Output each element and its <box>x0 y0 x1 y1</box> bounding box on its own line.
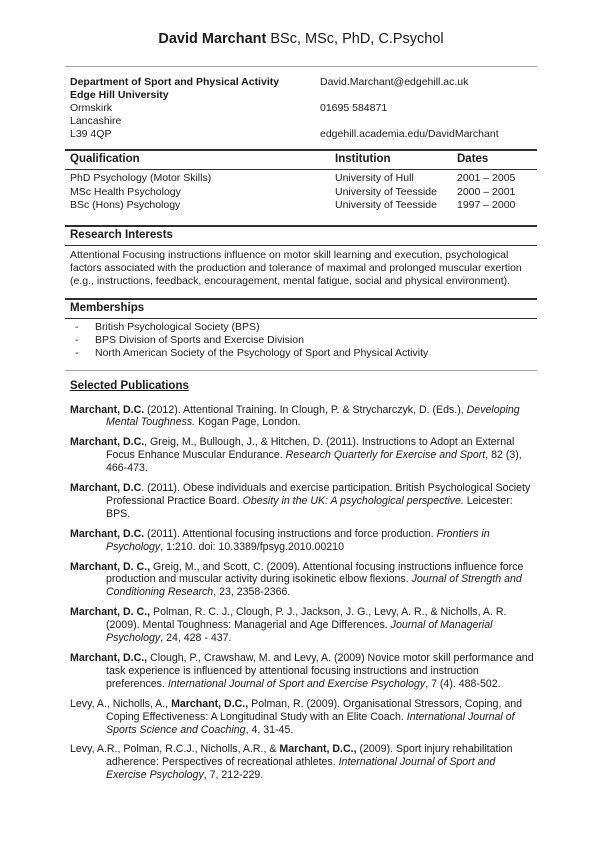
author-highlight: Marchant, D.C <box>70 482 142 495</box>
author-highlight: Marchant, D.C., <box>279 743 357 756</box>
publication-entry <box>70 528 537 554</box>
citation-text: , 7, 212-229. <box>203 769 264 782</box>
citation-text: , 1:210. doi: 10.3389/fpsyg.2010.00210 <box>160 540 344 553</box>
publications-section <box>65 379 537 783</box>
qualification-cell: MSc Health Psychology <box>70 185 181 198</box>
bullet-dash: - <box>75 333 79 346</box>
author-highlight: Marchant, D.C. <box>70 436 145 449</box>
title-divider <box>65 66 537 67</box>
publications-list <box>65 404 537 783</box>
person-credentials: BSc, MSc, PhD, C.Psychol <box>266 31 444 47</box>
institution-column-header: Institution <box>335 153 391 165</box>
journal-title: International Journal of Sport and Exercise Psychology <box>106 756 496 782</box>
address-line: L39 4QP <box>70 128 112 140</box>
author-highlight: Marchant, D.C., <box>171 697 249 710</box>
membership-item <box>65 334 537 347</box>
citation-text: , 24, 428 - 437. <box>160 632 232 645</box>
citation-text: Levy, A.R., Polman, R.C.J., Nicholls, A.R., & <box>70 743 280 756</box>
citation-text: Polman, R. C. J., Clough, P. J., Jackson, J. G., Levy, A. R., & Nicholls, A. R. (2009). Mental Toughness: Managerial and Age Differences. <box>106 606 507 632</box>
research-interests-text: Attentional Focusing instructions influence on motor skill learning and execution, psychological factors associated with the production and tolerance of maximal and prolonged muscular exertion (e.g., instructions, feedback, encouragement, mental fatigue, social and physical environment). <box>70 248 522 287</box>
publication-entry <box>70 482 537 521</box>
journal-title: Journal of Managerial Psychology <box>106 619 493 645</box>
journal-title: International Journal of Sport and Exercise Psychology <box>167 677 426 690</box>
publication-entry <box>70 404 537 430</box>
person-name: David Marchant <box>158 31 267 47</box>
publication-entry <box>70 561 537 600</box>
research-interests-section <box>65 225 537 290</box>
citation-text: Leicester: BPS. <box>106 494 513 520</box>
address-line: Edge Hill University <box>70 89 169 101</box>
institution-cell: University of Teesside <box>335 199 437 211</box>
author-highlight: Marchant, D. C., <box>70 560 151 573</box>
citation-text: Polman, R. (2009). Organisational Stressors, Coping, and Coping Effectiveness: A Longitudinal Study with an Elite Coach. <box>106 697 523 723</box>
dates-cell: 1997 – 2000 <box>457 199 516 211</box>
citation-text: (2012). Attentional Training. In Clough, P. & Strycharczyk, D. (Eds.), <box>144 403 467 416</box>
citation-text: (2011). Attentional focusing instructions and force production. <box>144 527 437 540</box>
contact-spacer <box>320 115 537 128</box>
publications-divider <box>65 370 537 371</box>
membership-item <box>65 321 537 334</box>
contact-website: edgehill.academia.edu/DavidMarchant <box>320 128 499 140</box>
journal-title: Journal of Strength and Conditioning Research <box>106 573 522 599</box>
author-highlight: Marchant, D.C. <box>70 403 145 416</box>
journal-title: Obesity in the UK: A psychological perspective. <box>242 494 464 507</box>
citation-text: Kogan Page, London. <box>195 416 301 429</box>
dates-column-header: Dates <box>457 153 489 165</box>
qualifications-table-body <box>65 170 537 217</box>
qualification-row <box>70 199 537 213</box>
page-title <box>65 30 537 48</box>
citation-text: Levy, A., Nicholls, A., <box>70 697 172 710</box>
membership-label: BPS Division of Sports and Exercise Division <box>95 333 304 346</box>
citation-text: , 4, 31-45. <box>245 723 294 736</box>
journal-title: Frontiers in Psychology <box>106 527 490 553</box>
address-line: Department of Sport and Physical Activity <box>70 76 280 88</box>
qualification-row <box>70 186 537 200</box>
publication-entry <box>70 436 537 475</box>
journal-title: International Journal of Sports Science and Coaching <box>106 710 515 736</box>
qualification-cell: BSc (Hons) Psychology <box>70 199 181 211</box>
bullet-dash: - <box>75 346 79 359</box>
contact-address <box>70 76 320 141</box>
author-highlight: Marchant, D.C. <box>70 527 145 540</box>
address-line: Ormskirk <box>70 102 112 114</box>
publication-entry <box>70 652 537 691</box>
journal-title: Research Quarterly for Exercise and Sport <box>285 449 486 462</box>
citation-text: Greig, M., and Scott, C. (2009). Attentional focusing instructions influence force production and muscular activity during isokinetic elbow flexions. <box>106 560 524 586</box>
qualification-column-header: Qualification <box>70 153 140 165</box>
publication-entry <box>70 698 537 737</box>
institution-cell: University of Hull <box>335 172 414 184</box>
journal-title: Developing Mental Toughness. <box>106 403 520 429</box>
bullet-dash: - <box>75 320 79 333</box>
membership-label: North American Society of the Psychology of Sport and Physical Activity <box>95 346 429 359</box>
contact-phone: 01695 584871 <box>320 102 388 114</box>
memberships-heading: Memberships <box>65 298 537 319</box>
qualifications-table-header <box>65 149 537 170</box>
qualifications-section <box>65 149 537 217</box>
author-highlight: Marchant, D. C., <box>70 606 151 619</box>
memberships-section <box>65 298 537 364</box>
citation-text: Clough, P., Crawshaw, M. and Levy, A. (2009) Novice motor skill performance and task experience is influenced by attentional focusing instructions and instruction preferences. <box>106 652 534 690</box>
contact-email: David.Marchant@edgehill.ac.uk <box>320 76 469 88</box>
citation-text: . (2011). Obese individuals and exercise participation. British Psychological Society Professional Practice Board. <box>106 482 531 507</box>
citation-text: , 7 (4). 488-502. <box>425 677 501 690</box>
membership-label: British Psychological Society (BPS) <box>95 320 260 333</box>
citation-text: , 23, 2358-2366. <box>213 586 291 599</box>
author-highlight: Marchant, D.C., <box>70 652 148 664</box>
dates-cell: 2001 – 2005 <box>457 172 516 184</box>
memberships-list <box>65 319 537 364</box>
citation-text: , 82 (3), 466-473. <box>106 449 522 475</box>
citation-text: (2009). Sport injury rehabilitation adherence: Perspectives of recreational athletes. <box>106 743 513 769</box>
contact-spacer <box>320 89 537 102</box>
qualification-cell: PhD Psychology (Motor Skills) <box>70 172 212 184</box>
membership-item <box>65 347 537 360</box>
institution-cell: University of Teesside <box>335 185 437 198</box>
publications-heading: Selected Publications <box>70 379 189 392</box>
dates-cell: 2000 – 2001 <box>457 185 516 198</box>
publication-entry <box>70 743 537 782</box>
citation-text: , Greig, M., Bullough, J., & Hitchen, D. (2011). Instructions to Adopt an External Focus Enhance Muscular Endurance. <box>106 436 515 462</box>
qualification-row <box>70 172 537 186</box>
publication-entry <box>70 606 537 645</box>
address-line: Lancashire <box>70 115 122 127</box>
contact-block <box>65 76 537 141</box>
contact-details <box>320 76 537 141</box>
research-interests-heading: Research Interests <box>65 225 537 246</box>
